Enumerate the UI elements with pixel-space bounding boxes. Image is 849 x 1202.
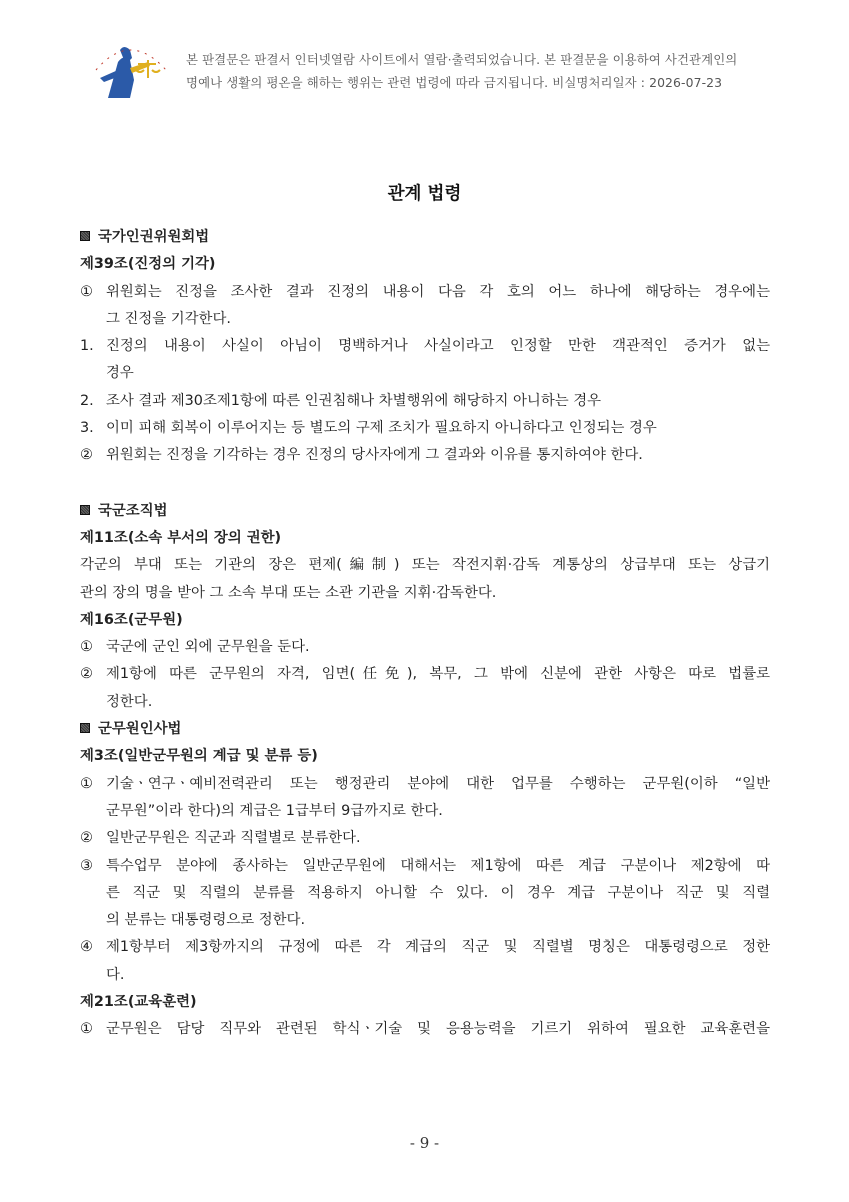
law-name: 국가인권위원회법: [98, 229, 210, 245]
square-bullet-icon: [80, 231, 90, 241]
item-line: 조사 결과 제30조제1항에 따른 인권침해나 차별행위에 해당하지 아니하는 경우: [106, 392, 602, 409]
paragraph-line: 른 직군 및 직렬의 분류를 적용하지 아니할 수 있다. 이 경우 계급 구분이나 직군 및 직렬: [106, 884, 770, 901]
paragraph-marker: ③: [80, 857, 93, 874]
article-text-line: 각군의 부대 또는 기관의 장은 편제(編制) 또는 작전지휘·감독 계통상의 상급부대 또는 상급기: [80, 557, 770, 574]
paragraph: [80, 634, 770, 661]
item-line: 진정의 내용이 사실이 아님이 명백하거나 사실이라고 인정할 만한 객관적인 증거가 없는: [106, 338, 770, 355]
paragraph-marker: ④: [80, 939, 93, 956]
article-title: 제39조(진정의 기각): [80, 256, 216, 273]
item-line: 이미 피해 회복이 이루어지는 등 별도의 구제 조치가 필요하지 아니하다고 인정되는 경우: [106, 420, 657, 437]
paragraph-marker: ①: [80, 283, 93, 300]
square-bullet-icon: [80, 723, 90, 733]
paragraph: [80, 934, 770, 989]
paragraph-line: 위원회는 진정을 조사한 결과 진정의 내용이 다음 각 호의 어느 하나에 해당하는 경우에는: [106, 283, 770, 300]
article-title: 제16조(군무원): [80, 611, 183, 628]
article-title: 제21조(교육훈련): [80, 994, 197, 1011]
law-heading: [80, 716, 770, 743]
paragraph-marker: ①: [80, 1021, 93, 1038]
article-title: 제3조(일반군무원의 계급 및 분류 등): [80, 748, 318, 765]
court-logo: [90, 40, 172, 102]
notice-line-1: 본 판결문은 판결서 인터넷열람 사이트에서 열람·출력되었습니다. 본 판결문을 이용하여 사건관계인의: [186, 52, 738, 67]
paragraph-line: 그 진정을 기각한다.: [106, 310, 231, 327]
paragraph-line: 위원회는 진정을 기각하는 경우 진정의 당사자에게 그 결과와 이유를 통지하여야 한다.: [106, 447, 643, 464]
law-heading: [80, 498, 770, 525]
paragraph-line: 군무원”이라 한다)의 계급은 1급부터 9급까지로 한다.: [106, 802, 443, 819]
numbered-item: [80, 333, 770, 388]
numbered-item: [80, 415, 770, 442]
paragraph: [80, 279, 770, 334]
law-name: 군무원인사법: [98, 721, 182, 738]
notice-line-2: 명예나 생활의 평온을 해하는 행위는 관련 법령에 따라 금지됩니다. 비실명처리일자 : 2026-07-23: [186, 75, 723, 90]
paragraph-line: 정한다.: [106, 693, 153, 710]
page-number: - 9 -: [409, 1134, 440, 1152]
copyright-notice: [186, 48, 737, 94]
numbered-item: [80, 388, 770, 415]
paragraph-line: 의 분류는 대통령령으로 정한다.: [106, 912, 306, 929]
document-body: [80, 224, 770, 1044]
paragraph-marker: ②: [80, 830, 93, 847]
item-number: 3.: [80, 420, 94, 437]
paragraph: [80, 442, 770, 469]
square-bullet-icon: [80, 505, 90, 515]
paragraph-line: 일반군무원은 직군과 직렬별로 분류한다.: [106, 830, 361, 847]
paragraph: [80, 853, 770, 935]
law-heading: [80, 224, 770, 251]
item-number: 2.: [80, 392, 94, 409]
document-header: [90, 40, 810, 100]
paragraph-line: 국군에 군인 외에 군무원을 둔다.: [106, 639, 310, 656]
paragraph: [80, 1016, 770, 1043]
paragraph-line: 제1항부터 제3항까지의 규정에 따른 각 계급의 직군 및 직렬별 명칭은 대통령령으로 정한: [106, 939, 770, 956]
page-title: 관계 법령: [387, 184, 462, 204]
article-title: 제11조(소속 부서의 장의 권한): [80, 529, 282, 546]
paragraph-marker: ②: [80, 666, 93, 683]
paragraph: [80, 771, 770, 826]
paragraph-marker: ②: [80, 447, 93, 464]
item-line: 경우: [106, 365, 134, 382]
paragraph-marker: ①: [80, 639, 93, 656]
paragraph-line: 기술ㆍ연구ㆍ예비전력관리 또는 행정관리 분야에 대한 업무를 수행하는 군무원(이하 “일반: [106, 775, 770, 792]
paragraph: [80, 661, 770, 716]
paragraph-line: 제1항에 따른 군무원의 자격, 임면(任免), 복무, 그 밖에 신분에 관한 사항은 따로 법률로: [106, 666, 770, 683]
paragraph-line: 군무원은 담당 직무와 관련된 학식ㆍ기술 및 응용능력을 기르기 위하여 필요한 교육훈련을: [106, 1021, 770, 1038]
item-number: 1.: [80, 338, 94, 355]
paragraph-marker: ①: [80, 775, 93, 792]
paragraph: [80, 825, 770, 852]
paragraph-line: 특수업무 분야에 종사하는 일반군무원에 대해서는 제1항에 따른 계급 구분이나 제2항에 따: [106, 857, 770, 874]
paragraph-line: 다.: [106, 966, 125, 983]
article-text-line: 관의 장의 명을 받아 그 소속 부대 또는 소관 기관을 지휘·감독한다.: [80, 584, 497, 601]
law-name: 국군조직법: [98, 502, 168, 519]
